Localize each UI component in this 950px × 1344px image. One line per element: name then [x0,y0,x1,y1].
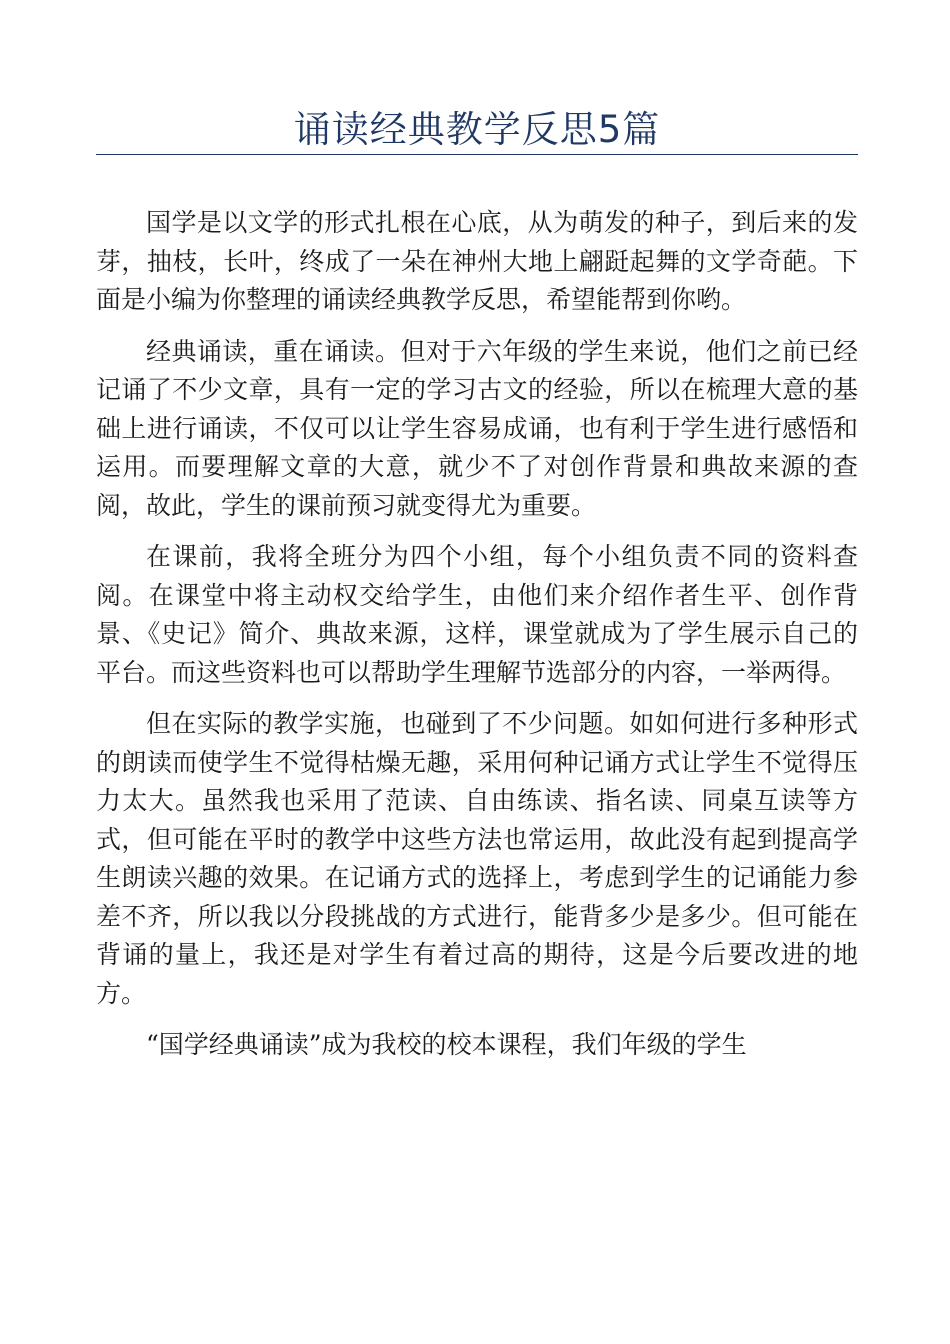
paragraph-recitation: 经典诵读，重在诵读。但对于六年级的学生来说，他们之前已经记诵了不少文章，具有一定的学习古文的经验，所以在梳理大意的基础上进行诵读，不仅可以让学生容易成诵，也有利于学生进行感悟和运用。而要理解文章的大意，就少不了对创作背景和典故来源的查阅，故此，学生的课前预习就变得尤为重要。 [96,336,858,520]
paragraph-preparation: 在课前，我将全班分为四个小组，每个小组负责不同的资料查阅。在课堂中将主动权交给学生，由他们来介绍作者生平、创作背景、《史记》简介、典故来源，这样，课堂就成为了学生展示自己的平台。而这些资料也可以帮助学生理解节选部分的内容，一举两得。 [96,542,858,687]
title-underline [96,154,858,155]
document-title: 诵读经典教学反思5篇 [293,108,661,151]
paragraph-problems: 但在实际的教学实施，也碰到了不少问题。如如何进行多种形式的朗读而使学生不觉得枯燥无趣，采用何种记诵方式让学生不觉得压力太大。虽然我也采用了范读、自由练读、指名读、同桌互读等方式，但可能在平时的教学中这些方法也常运用，故此没有起到提高学生朗读兴趣的效果。在记诵方式的选择上，考虑到学生的记诵能力参差不齐，所以我以分段挑战的方式进行，能背多少是多少。但可能在背诵的量上，我还是对学生有着过高的期待，这是今后要改进的地方。 [96,709,858,1008]
document-body [96,204,858,1078]
paragraph-school-course: “国学经典诵读”成为我校的校本课程，我们年级的学生 [146,1030,747,1059]
paragraph-intro: 国学是以文学的形式扎根在心底，从为萌发的种子，到后来的发芽，抽枝，长叶，终成了一朵在神州大地上翩跹起舞的文学奇葩。下面是小编为你整理的诵读经典教学反思，希望能帮到你哟。 [96,208,858,314]
